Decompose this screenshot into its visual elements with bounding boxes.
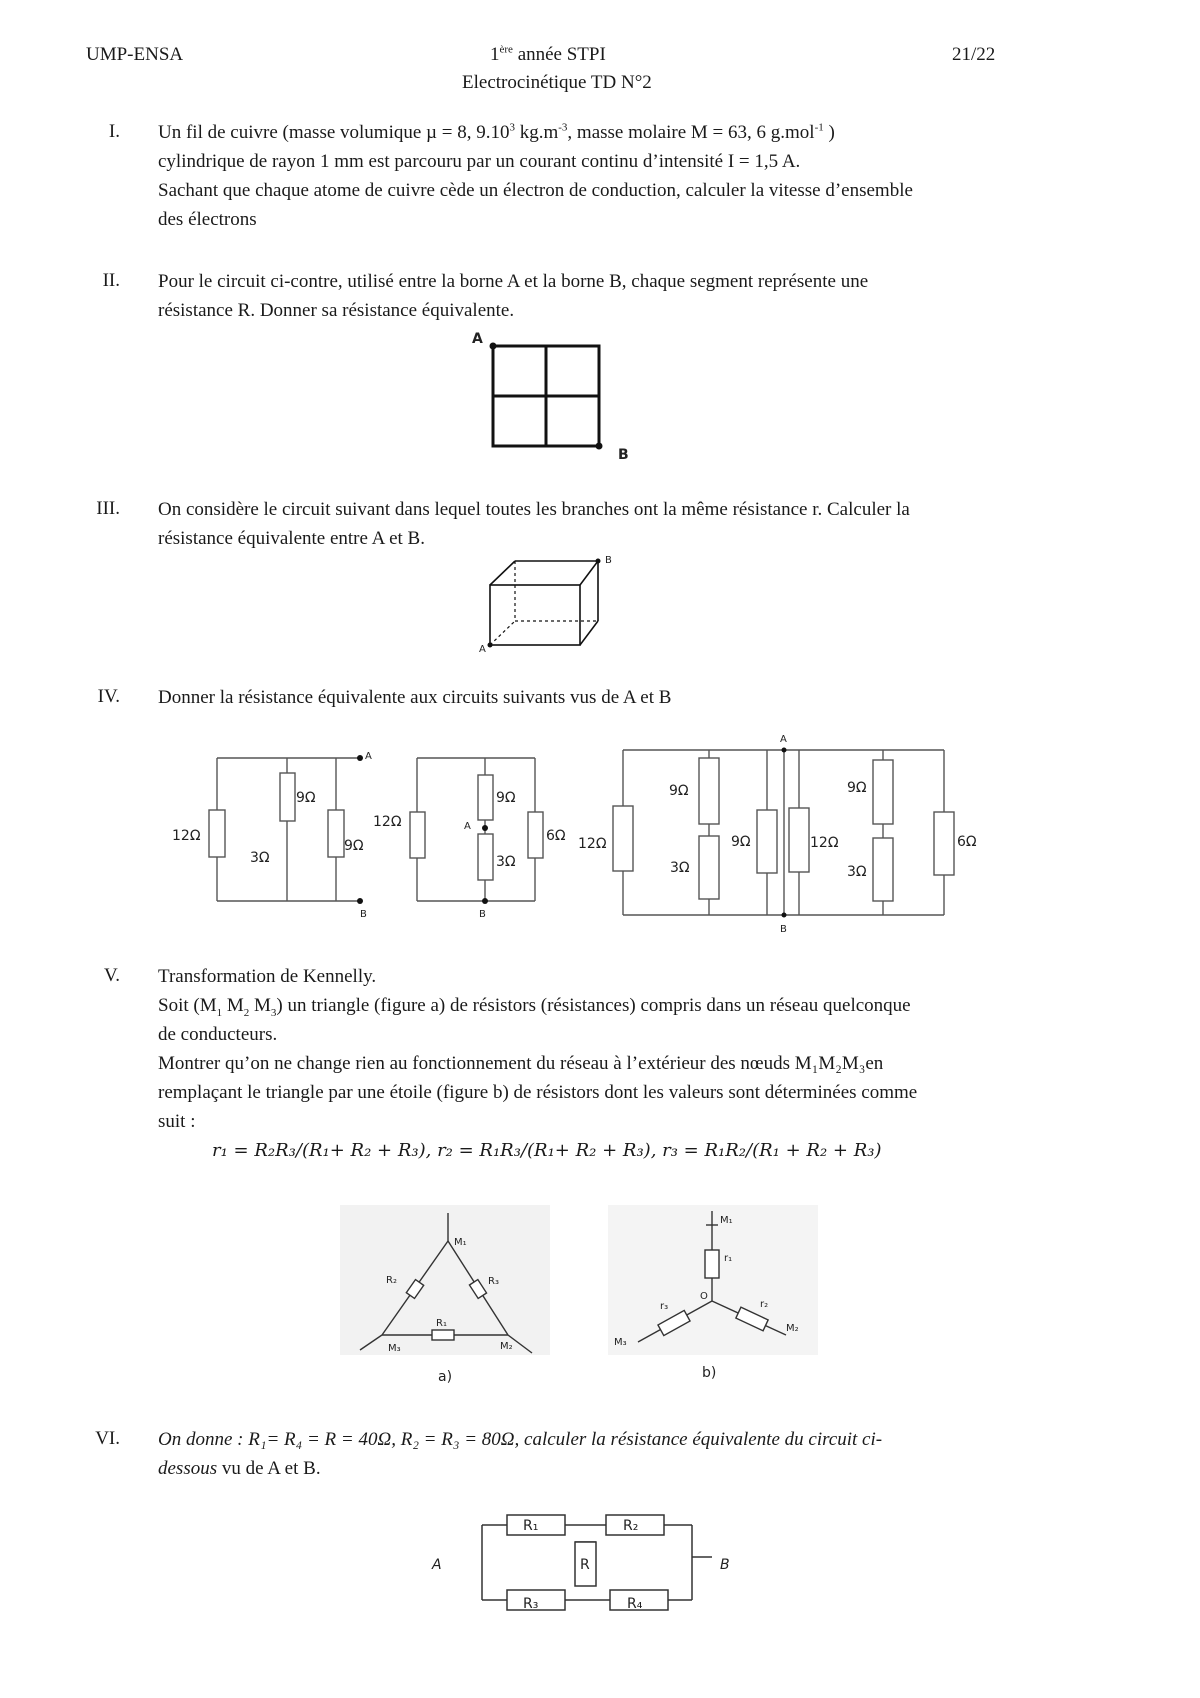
c1-label-a: A <box>365 751 372 762</box>
ex1-line2: cylindrique de rayon 1 mm est parcouru par un courant continu d’intensité I = 1,5 A. <box>158 151 801 172</box>
c3-label-9a: 9Ω <box>669 783 689 799</box>
c3-r12a <box>613 806 633 871</box>
c2-r6 <box>528 812 543 858</box>
c3-label-9b: 9Ω <box>731 834 751 850</box>
c3-label-12b: 12Ω <box>810 835 839 851</box>
ex1-line4: des électrons <box>158 209 257 230</box>
c3-label-12a: 12Ω <box>578 836 607 852</box>
ex5-text <box>158 962 917 1136</box>
c1-r9b <box>328 810 344 857</box>
ex5-sub1: 1 <box>216 1006 223 1019</box>
cube-label-a: A <box>479 644 486 655</box>
ex5-sub2: 2 <box>243 1006 250 1019</box>
fig-a-r2: R₂ <box>386 1275 397 1286</box>
ex5-line5: remplaçant le triangle par une étoile (figure b) de résistors dont les valeurs sont déterminées comme <box>158 1082 918 1103</box>
ex5-line2 <box>158 991 917 1020</box>
ex4-line1: Donner la résistance équivalente aux circuits suivants vus de A et B <box>158 687 672 708</box>
c1-label-12: 12Ω <box>172 828 201 844</box>
ex2-number: II. <box>102 270 120 291</box>
header-left: UMP-ENSA <box>86 44 184 65</box>
c1-label-9a: 9Ω <box>296 790 316 806</box>
ex6-l2-italic: dessous <box>158 1458 218 1479</box>
fig-a-m2: M₂ <box>500 1341 513 1352</box>
bridge-label-r3: R₃ <box>523 1596 539 1612</box>
c3-r9a <box>699 758 719 824</box>
fig-a-caption: a) <box>438 1369 453 1385</box>
grid-label-b: B <box>618 447 629 463</box>
c2-label-3: 3Ω <box>496 854 516 870</box>
c2-r12 <box>410 812 425 858</box>
c3-label-a: A <box>780 734 787 745</box>
fig-b-m1: M₁ <box>720 1215 733 1226</box>
ex5-l2c: M <box>249 995 271 1016</box>
grid-label-a: A <box>472 331 483 347</box>
ex3-line2: résistance équivalente entre A et B. <box>158 528 425 549</box>
fig-b-caption: b) <box>702 1365 717 1381</box>
fig-a-r3: R₃ <box>488 1276 499 1287</box>
fig-a-r1: R₁ <box>436 1318 447 1329</box>
c3-label-9c: 9Ω <box>847 780 867 796</box>
c3-label-6: 6Ω <box>957 834 977 850</box>
c3-label-3b: 3Ω <box>847 864 867 880</box>
fig-b-r2: r₂ <box>760 1299 769 1310</box>
bridge-label-r: R <box>580 1557 590 1573</box>
c1-label-3: 3Ω <box>250 850 270 866</box>
c3-label-3a: 3Ω <box>670 860 690 876</box>
ex5-number: V. <box>103 965 120 986</box>
fig-b-r1: r₁ <box>724 1253 733 1264</box>
ex6-l2-rest: vu de A et B. <box>217 1458 321 1479</box>
c2-r9 <box>478 775 493 820</box>
c2-label-a: A <box>464 821 471 832</box>
kennelly-formula: r₁ = R₂R₃/(R₁+ R₂ + R₃), r₂ = R₁R₃/(R₁+ R₂ + R₃), r₃ = R₁R₂/(R₁ + R₂ + R₃) <box>212 1140 882 1161</box>
header-right: 21/22 <box>952 44 996 65</box>
c2-label-b: B <box>479 909 486 920</box>
cube-label-b: B <box>605 555 612 566</box>
circuit-2 <box>410 758 543 901</box>
c2-label-6: 6Ω <box>546 828 566 844</box>
bridge-label-r4: R₄ <box>627 1596 643 1612</box>
ex1-l1b: kg.m <box>514 122 559 143</box>
bridge-circuit-diagram <box>420 1505 750 1615</box>
year-number: 1 <box>490 44 500 65</box>
bridge-label-b: B <box>720 1557 730 1573</box>
c3-r9c <box>873 760 893 824</box>
fig-b-m2: M₂ <box>786 1323 799 1334</box>
year-rest: année STPI <box>512 44 606 65</box>
figure-a-triangle <box>340 1205 550 1385</box>
c3-label-b: B <box>780 924 787 935</box>
ex6-number: VI. <box>95 1428 120 1449</box>
bridge-label-r2: R₂ <box>623 1518 639 1534</box>
c3-r12b <box>789 808 809 872</box>
ex1-line3: Sachant que chaque atome de cuivre cède un électron de conduction, calculer la vitesse d’ensemble <box>158 180 913 201</box>
ex6-line1: On donne : R₁= R₄ = R = 40Ω, R₂ = R₃ = 80Ω, calculer la résistance équivalente du circuit ci- <box>158 1429 883 1450</box>
fig-b-o: O <box>700 1291 708 1302</box>
ex3-number: III. <box>96 498 120 519</box>
figure-b-star <box>608 1205 818 1385</box>
c3-r6 <box>934 812 954 875</box>
ex1-sup2: -3 <box>558 121 568 134</box>
ex1-l1d: ) <box>823 122 835 143</box>
ex5-line6: suit : <box>158 1111 196 1132</box>
ex6-line2 <box>158 1454 882 1483</box>
bridge-label-r1: R₁ <box>523 1518 539 1534</box>
c2-label-12: 12Ω <box>373 814 402 830</box>
ex5-line4: Montrer qu’on ne change rien au fonctionnement du réseau à l’extérieur des nœuds M₁M₂M₃en <box>158 1053 884 1074</box>
fig-a-m3: M₃ <box>388 1343 401 1354</box>
c3-r9b <box>757 810 777 873</box>
ex5-l2b: M <box>222 995 244 1016</box>
ex5-l2d: ) un triangle (figure a) de résistors (résistances) compris dans un réseau quelconque <box>276 995 911 1016</box>
c3-r3b <box>873 838 893 901</box>
ex5-sub3: 3 <box>270 1006 277 1019</box>
ex1-sup3: -1 <box>814 121 824 134</box>
c1-r9a <box>280 773 295 821</box>
c2-r3 <box>478 834 493 880</box>
ex2-line2: résistance R. Donner sa résistance équivalente. <box>158 300 515 321</box>
ex5-l2a: Soit (M <box>158 995 217 1016</box>
fig-b-r3: r₃ <box>660 1301 669 1312</box>
ex1-l1a: Un fil de cuivre (masse volumique µ = 8, 9.10 <box>158 122 510 143</box>
bridge-label-a: A <box>432 1557 442 1573</box>
c1-label-b: B <box>360 909 367 920</box>
header-center-line2: Electrocinétique TD N°2 <box>462 72 652 93</box>
c1-label-9b: 9Ω <box>344 838 364 854</box>
ex5-line3: de conducteurs. <box>158 1024 278 1045</box>
ex1-sup1: 3 <box>509 121 515 134</box>
c1-r12 <box>209 810 225 857</box>
circuit-3 <box>613 750 954 915</box>
ex3-line1: On considère le circuit suivant dans lequel toutes les branches ont la même résistance r. Calculer la <box>158 499 910 520</box>
ex4-number: IV. <box>97 686 120 707</box>
circuit-1 <box>209 758 360 901</box>
ex5-line1: Transformation de Kennelly. <box>158 966 377 987</box>
ex6-text <box>158 1425 882 1483</box>
fig-a-m1: M₁ <box>454 1237 467 1248</box>
ex1-number: I. <box>108 121 120 142</box>
c2-label-9: 9Ω <box>496 790 516 806</box>
ex2-line1: Pour le circuit ci-contre, utilisé entre la borne A et la borne B, chaque segment représente une <box>158 271 869 292</box>
ex1-l1c: , masse molaire M = 63, 6 g.mol <box>567 122 815 143</box>
fig-b-m3: M₃ <box>614 1337 627 1348</box>
year-superscript: ère <box>499 43 513 56</box>
c3-r3a <box>699 836 719 899</box>
